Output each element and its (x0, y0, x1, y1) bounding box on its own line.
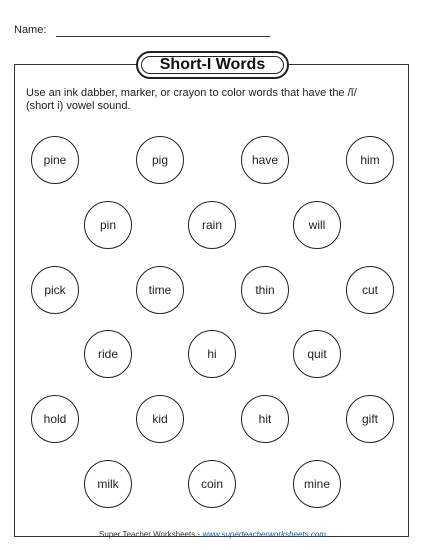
word-circle[interactable]: have (241, 136, 289, 184)
instructions: Use an ink dabber, marker, or crayon to color words that have the /ĭ/ (short i) vowel sound. (26, 87, 357, 112)
word-circle[interactable]: coin (188, 460, 236, 508)
word-circle[interactable]: rain (188, 201, 236, 249)
footer-url: www.superteacherworksheets.com (202, 530, 326, 539)
word-circle[interactable]: ride (84, 330, 132, 378)
word-circle[interactable]: gift (346, 395, 394, 443)
word-circle[interactable]: will (293, 201, 341, 249)
word-circle[interactable]: pine (31, 136, 79, 184)
word-circle[interactable]: kid (136, 395, 184, 443)
word-circle[interactable]: cut (346, 266, 394, 314)
footer-separator: - (195, 530, 203, 539)
word-circle[interactable]: hit (241, 395, 289, 443)
word-circle[interactable]: hold (31, 395, 79, 443)
footer (0, 530, 425, 539)
word-circle[interactable]: pin (84, 201, 132, 249)
page-title: Short-I Words (159, 56, 266, 73)
word-circle[interactable]: quit (293, 330, 341, 378)
word-circle[interactable]: thin (241, 266, 289, 314)
word-circle[interactable]: pig (136, 136, 184, 184)
title-banner (136, 51, 289, 79)
name-line (56, 36, 270, 37)
name-label: Name: (14, 24, 47, 36)
word-circle[interactable]: him (346, 136, 394, 184)
word-circle[interactable]: milk (84, 460, 132, 508)
footer-brand: Super Teacher Worksheets (99, 530, 196, 539)
word-circle[interactable]: time (136, 266, 184, 314)
word-circle[interactable]: hi (188, 330, 236, 378)
word-circle[interactable]: mine (293, 460, 341, 508)
word-circle[interactable]: pick (31, 266, 79, 314)
